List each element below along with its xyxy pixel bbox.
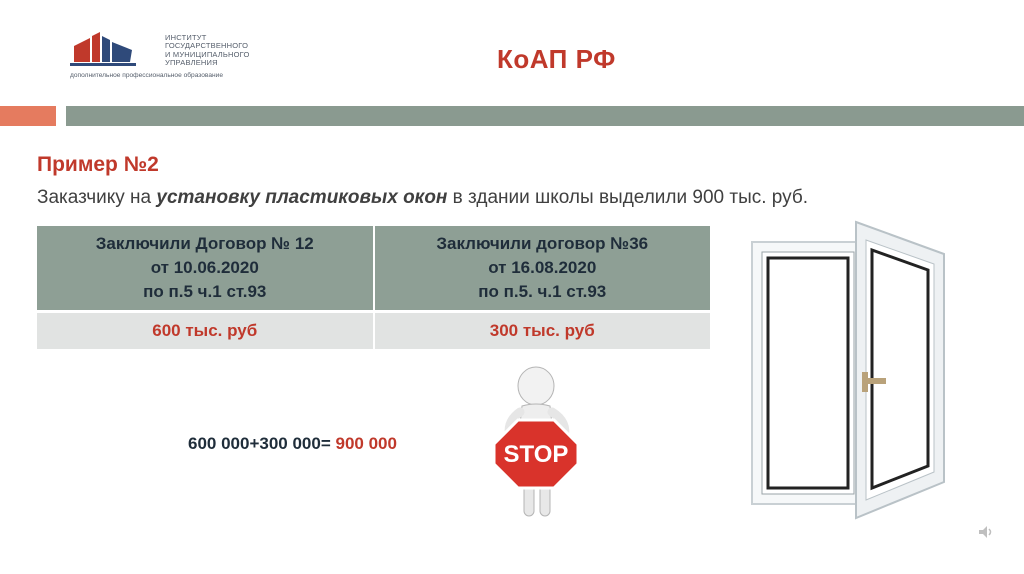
header-bar bbox=[66, 106, 1024, 126]
institute-logo bbox=[70, 28, 310, 88]
example-title: Пример №2 bbox=[37, 153, 159, 176]
slide-title: КоАП РФ bbox=[497, 44, 616, 74]
books-logo-icon bbox=[70, 28, 160, 68]
header-bar-accent bbox=[0, 106, 56, 126]
logo-name: ИНСТИТУТ ГОСУДАРСТВЕННОГО И МУНИЦИПАЛЬНОГО УПРАВЛЕНИЯ bbox=[165, 33, 250, 68]
contract-1-amount: 600 тыс. руб bbox=[37, 312, 374, 350]
example-description: Заказчику на установку пластиковых окон в здании школы выделили 900 тыс. руб. bbox=[37, 187, 809, 208]
logo-subtitle: дополнительное профессиональное образование bbox=[70, 72, 224, 79]
sound-icon[interactable] bbox=[976, 522, 996, 542]
example-emphasis: установку пластиковых окон bbox=[156, 187, 448, 208]
plastic-window-image bbox=[748, 212, 948, 522]
sum-result: 900 000 bbox=[335, 434, 397, 453]
table-row bbox=[37, 312, 710, 350]
sum-equation: 600 000+300 000= 900 000 bbox=[188, 434, 397, 453]
table-header-row bbox=[37, 226, 710, 312]
stop-sign-text: STOP bbox=[503, 441, 569, 468]
contract-2-amount: 300 тыс. руб bbox=[374, 312, 711, 350]
stop-figure-illustration bbox=[488, 364, 588, 524]
contract-1-header: Заключили Договор № 12 от 10.06.2020 по п.5 ч.1 ст.93 bbox=[37, 226, 374, 312]
contract-2-header: Заключили договор №36 от 16.08.2020 по п.5. ч.1 ст.93 bbox=[374, 226, 711, 312]
contracts-table bbox=[37, 226, 710, 349]
